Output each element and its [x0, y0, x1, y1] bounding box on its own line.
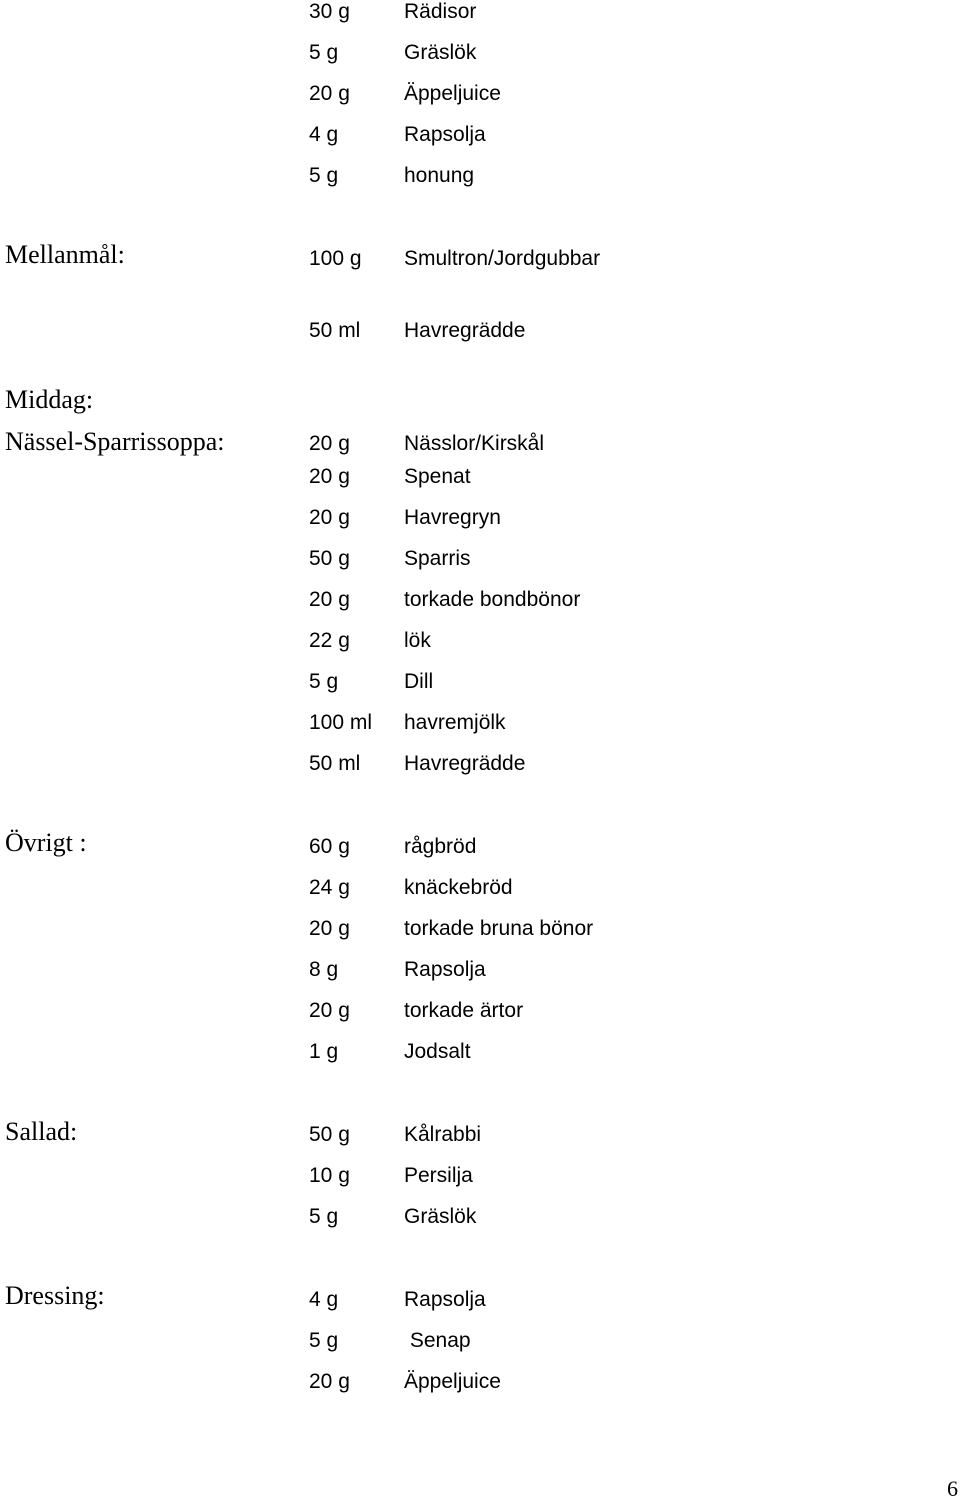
ingredient-name: knäckebröd: [404, 876, 513, 899]
section-nassel-sparrissoppa: [0, 427, 960, 457]
ingredient-row: [0, 588, 960, 618]
ingredient-row: [0, 0, 960, 30]
ingredient-row: [0, 1329, 960, 1359]
ingredient-amount: 20 g: [309, 82, 350, 105]
ingredient-amount: 20 g: [309, 588, 350, 611]
ingredient-name: Äppeljuice: [404, 82, 501, 105]
ingredient-row: [0, 876, 960, 906]
ingredient-amount: 10 g: [309, 1164, 350, 1187]
ingredient-name: Smultron/Jordgubbar: [404, 247, 601, 270]
section-sallad: [0, 1117, 960, 1147]
ingredient-amount: 20 g: [309, 465, 350, 488]
ingredient-name: Jodsalt: [404, 1040, 471, 1063]
ingredient-name: Senap: [404, 1329, 471, 1352]
ingredient-name: Havregrädde: [404, 319, 526, 342]
ingredient-row: [0, 1164, 960, 1194]
section-label: Sallad:: [5, 1117, 78, 1146]
ingredient-amount: 20 g: [309, 999, 350, 1022]
ingredient-amount: 50 g: [309, 1123, 350, 1146]
ingredient-row: [0, 41, 960, 71]
ingredient-row: [0, 547, 960, 577]
ingredient-amount: 24 g: [309, 876, 350, 899]
ingredient-row: [0, 82, 960, 112]
ingredient-row: [0, 1040, 960, 1070]
ingredient-name: Gräslök: [404, 1205, 477, 1228]
ingredient-amount: 100 ml: [309, 711, 373, 734]
ingredient-row: [0, 465, 960, 495]
section-dressing: [0, 1281, 960, 1311]
ingredient-name: Havregryn: [404, 506, 501, 529]
ingredient-amount: 8 g: [309, 958, 339, 981]
ingredient-row: [0, 711, 960, 741]
ingredient-row: [0, 752, 960, 782]
ingredient-name: rågbröd: [404, 835, 477, 858]
ingredient-amount: 22 g: [309, 629, 350, 652]
ingredient-amount: 5 g: [309, 164, 339, 187]
ingredient-amount: 50 ml: [309, 319, 361, 342]
ingredient-name: honung: [404, 164, 475, 187]
ingredient-amount: 5 g: [309, 41, 339, 64]
ingredient-name: Äppeljuice: [404, 1370, 501, 1393]
section-ovrigt: [0, 828, 960, 858]
ingredient-name: havremjölk: [404, 711, 506, 734]
ingredient-amount: 1 g: [309, 1040, 339, 1063]
section-label: Nässel-Sparrissoppa:: [5, 427, 225, 456]
ingredient-amount: 4 g: [309, 123, 339, 146]
ingredient-row: [0, 670, 960, 700]
ingredient-name: Dill: [404, 670, 434, 693]
ingredient-row: [0, 123, 960, 153]
ingredient-name: Nässlor/Kirskål: [404, 432, 545, 455]
ingredient-amount: 4 g: [309, 1288, 339, 1311]
section-middag: [0, 385, 960, 415]
ingredient-amount: 5 g: [309, 1205, 339, 1228]
ingredient-name: torkade ärtor: [404, 999, 524, 1022]
ingredient-name: Rapsolja: [404, 123, 486, 146]
ingredient-amount: 20 g: [309, 1370, 350, 1393]
ingredient-amount: 50 ml: [309, 752, 361, 775]
ingredient-name: Persilja: [404, 1164, 473, 1187]
ingredient-row: [0, 1205, 960, 1235]
ingredient-row: [0, 319, 960, 349]
ingredient-amount: 5 g: [309, 1329, 339, 1352]
ingredient-row: [0, 999, 960, 1029]
section-mellanmal: [0, 240, 960, 270]
ingredient-amount: 100 g: [309, 247, 362, 270]
ingredient-amount: 20 g: [309, 432, 350, 455]
ingredient-name: Havregrädde: [404, 752, 526, 775]
ingredient-name: lök: [404, 629, 431, 652]
ingredient-row: [0, 958, 960, 988]
ingredient-name: Gräslök: [404, 41, 477, 64]
ingredient-amount: 5 g: [309, 670, 339, 693]
ingredient-row: [0, 917, 960, 947]
section-label: Mellanmål:: [5, 240, 125, 269]
ingredient-name: torkade bruna bönor: [404, 917, 594, 940]
ingredient-name: torkade bondbönor: [404, 588, 581, 611]
ingredient-name: Rapsolja: [404, 1288, 486, 1311]
ingredient-amount: 50 g: [309, 547, 350, 570]
page-number: 6: [947, 1476, 958, 1501]
ingredient-amount: 20 g: [309, 506, 350, 529]
ingredient-name: Kålrabbi: [404, 1123, 482, 1146]
ingredient-row: [0, 506, 960, 536]
section-label: Dressing:: [5, 1281, 105, 1310]
ingredient-amount: 20 g: [309, 917, 350, 940]
ingredient-name: Sparris: [404, 547, 471, 570]
ingredient-name: Rapsolja: [404, 958, 486, 981]
section-label: Övrigt :: [5, 828, 87, 857]
ingredient-amount: 60 g: [309, 835, 350, 858]
ingredient-name: Rädisor: [404, 0, 477, 23]
section-label: Middag:: [5, 385, 94, 414]
ingredient-row: [0, 629, 960, 659]
ingredient-name: Spenat: [404, 465, 471, 488]
ingredient-row: [0, 164, 960, 194]
ingredient-row: [0, 1370, 960, 1400]
ingredient-amount: 30 g: [309, 0, 350, 23]
